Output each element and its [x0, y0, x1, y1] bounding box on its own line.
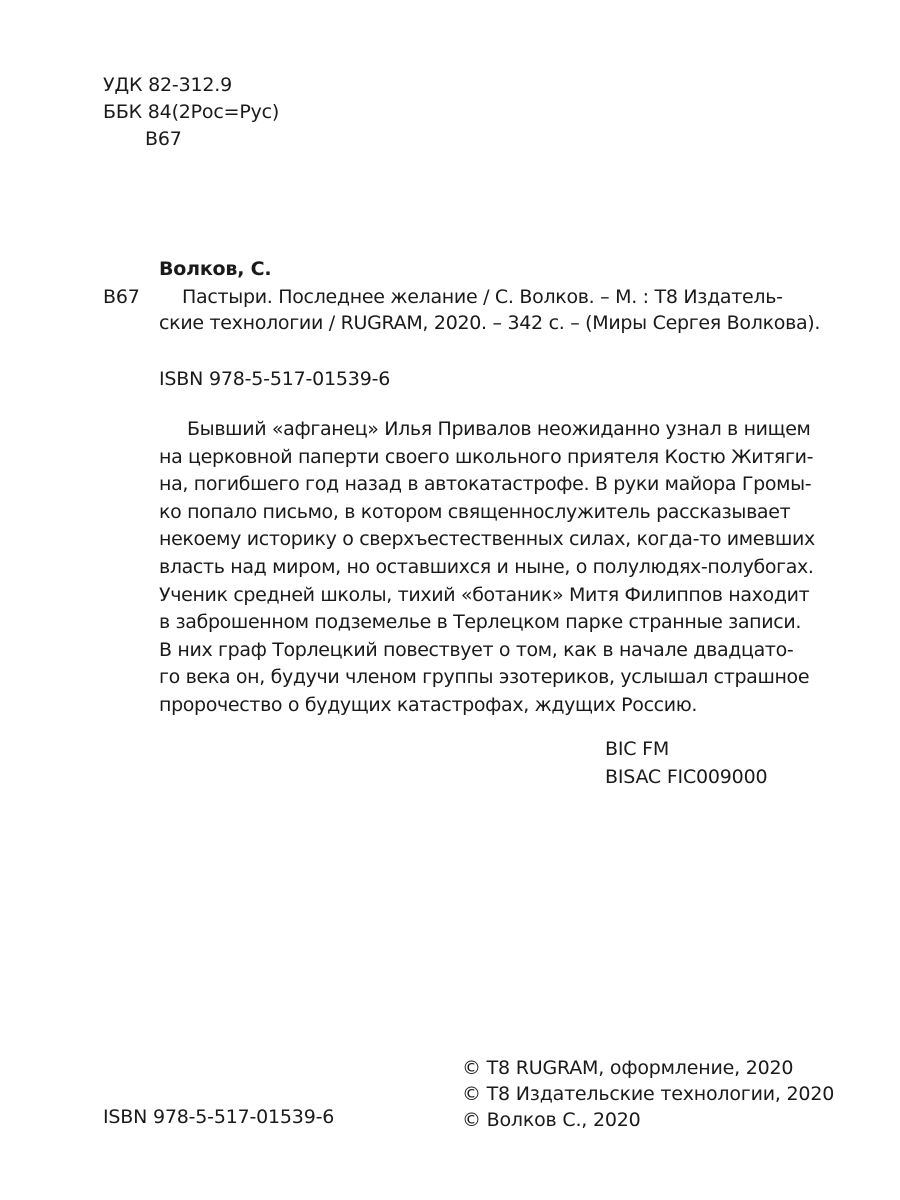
annotation-line: пророчество о будущих катастрофах, ждущих Россию. [159, 693, 698, 716]
bibliographic-description [159, 284, 821, 336]
annotation-line: го века он, будучи членом группы эзотериков, услышал страшное [159, 666, 810, 689]
record-isbn: ISBN 978-5-517-01539-6 [159, 368, 391, 390]
book-annotation [159, 416, 815, 720]
copyright-line: © Т8 Издательские технологии, 2020 [462, 1083, 835, 1105]
copyright-line: © Т8 RUGRAM, оформление, 2020 [462, 1057, 794, 1079]
bic-code: BIC FM [605, 738, 670, 760]
annotation-line: ко попало письмо, в котором священнослужитель рассказывает [159, 500, 791, 523]
bisac-code: BISAC FIC009000 [605, 766, 768, 788]
annotation-line: В них граф Торлецкий повествует о том, как в начале двадцато- [159, 638, 794, 661]
annotation-line: на, погибшего год назад в автокатастрофе. В руки майора Громы- [159, 473, 812, 496]
annotation-line: на церковной паперти своего школьного приятеля Костю Житяги- [159, 445, 814, 468]
author-mark-top: В67 [145, 128, 182, 150]
annotation-line: Ученик средней школы, тихий «ботаник» Митя Филиппов находит [159, 583, 810, 606]
bbk-code: ББК 84(2Рос=Рус) [103, 101, 280, 123]
bib-line: Пастыри. Последнее желание / С. Волков. – М. : Т8 Издатель- [182, 286, 783, 308]
annotation-line: некоему историку о сверхъестественных силах, когда-то имевших [159, 528, 815, 551]
author-heading: Волков, С. [159, 258, 272, 280]
footer-isbn: ISBN 978-5-517-01539-6 [103, 1106, 335, 1128]
annotation-line: власть над миром, но оставшихся и ныне, о полулюдях-полубогах. [159, 555, 814, 578]
udk-code: УДК 82-312.9 [103, 74, 232, 96]
copyright-line: © Волков С., 2020 [462, 1109, 641, 1131]
bib-line: ские технологии / RUGRAM, 2020. – 342 с. – (Миры Сергея Волкова). [159, 312, 821, 334]
annotation-line: Бывший «афганец» Илья Привалов неожиданно узнал в нищем [187, 418, 811, 440]
annotation-line: в заброшенном подземелье в Терлецком парке странные записи. [159, 611, 802, 634]
author-mark-record: В67 [103, 286, 140, 308]
